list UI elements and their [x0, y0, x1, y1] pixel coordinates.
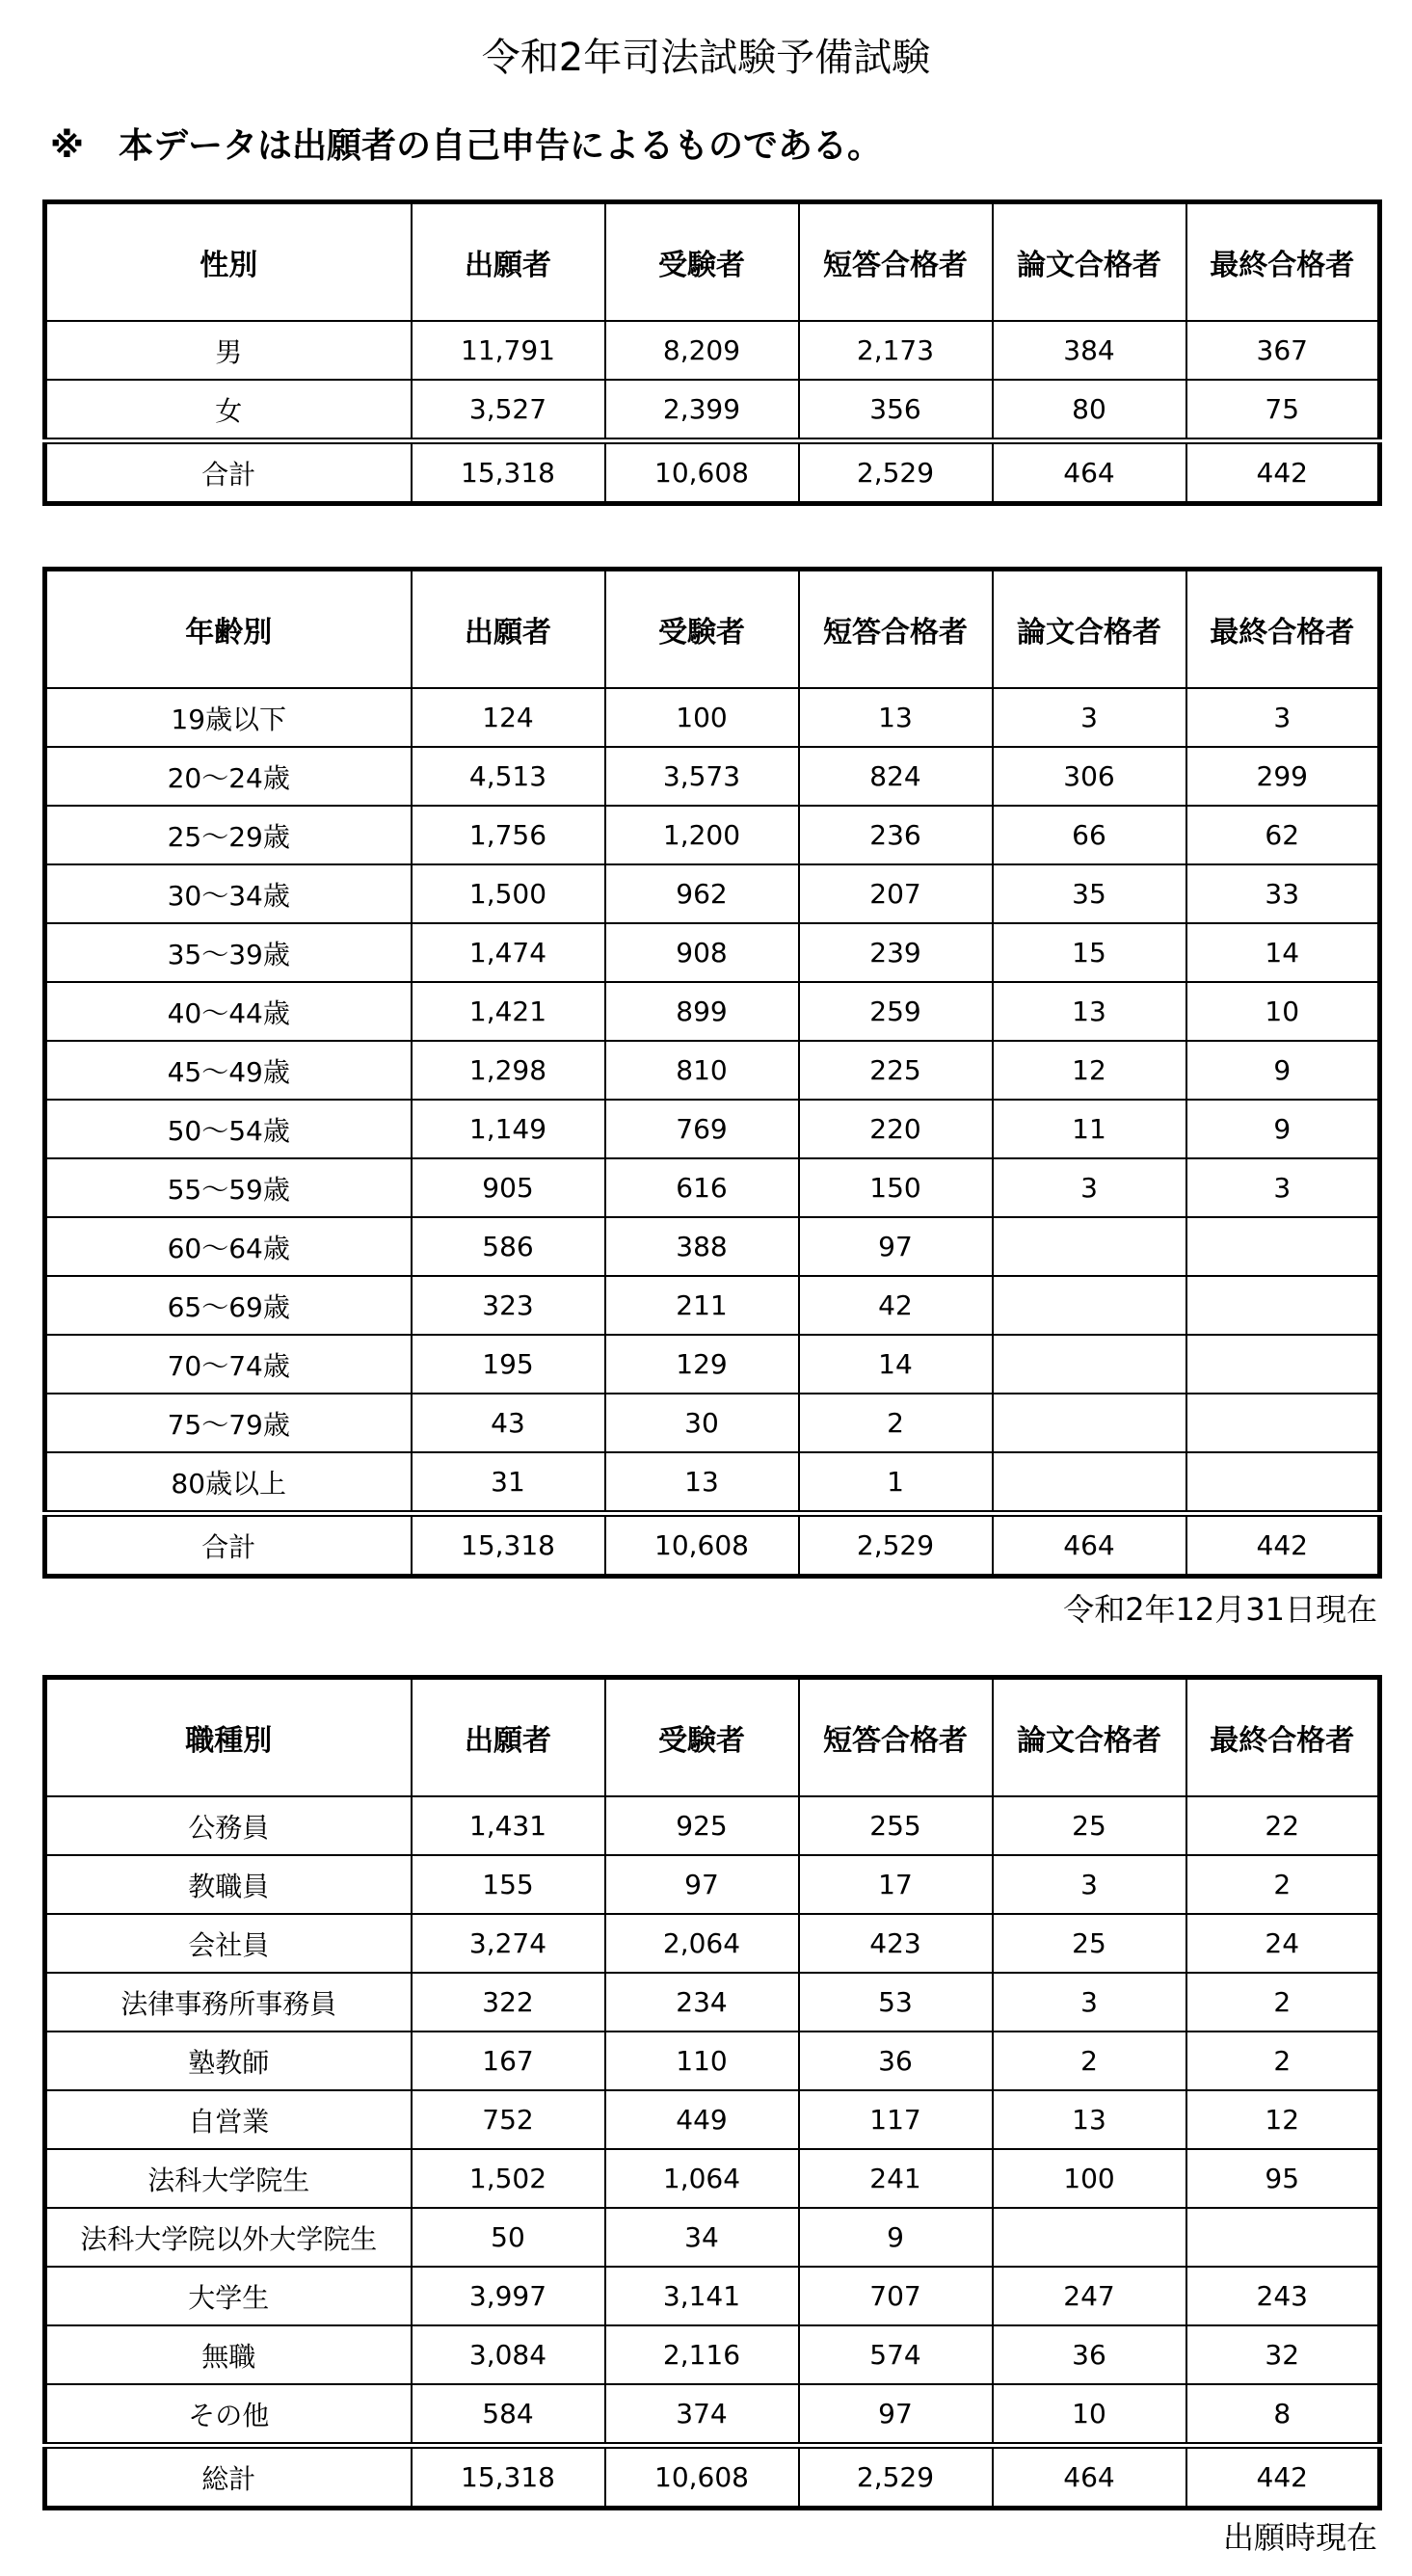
table-cell: 584 — [412, 2384, 605, 2446]
table-cell: 899 — [605, 982, 799, 1041]
table-cell: 31 — [412, 1452, 605, 1514]
table-cell: 1,502 — [412, 2149, 605, 2208]
column-header: 受験者 — [605, 202, 799, 322]
table-cell: 66 — [993, 806, 1186, 864]
table-cell: 11 — [993, 1100, 1186, 1158]
total-row — [45, 2446, 1380, 2509]
table-row — [45, 806, 1380, 864]
category-header: 職種別 — [45, 1678, 412, 1797]
table-cell: 3,573 — [605, 747, 799, 806]
table-cell: 1,474 — [412, 923, 605, 982]
row-label: 40～44歳 — [45, 982, 412, 1041]
column-header: 論文合格者 — [993, 1678, 1186, 1797]
table-cell: 13 — [799, 688, 993, 747]
table-cell — [1186, 1276, 1380, 1335]
table-cell: 1,500 — [412, 864, 605, 923]
column-header: 出願者 — [412, 202, 605, 322]
table-cell: 97 — [799, 2384, 993, 2446]
table-row — [45, 2032, 1380, 2090]
table-cell: 2 — [1186, 1973, 1380, 2032]
total-label: 合計 — [45, 441, 412, 504]
row-label: 塾教師 — [45, 2032, 412, 2090]
table-cell: 195 — [412, 1335, 605, 1394]
table-cell: 13 — [993, 2090, 1186, 2149]
table-cell: 42 — [799, 1276, 993, 1335]
table-row — [45, 747, 1380, 806]
table-cell: 9 — [1186, 1041, 1380, 1100]
table-cell — [1186, 2208, 1380, 2267]
table-cell: 117 — [799, 2090, 993, 2149]
table-cell: 13 — [993, 982, 1186, 1041]
row-label: 無職 — [45, 2325, 412, 2384]
total-cell: 464 — [993, 1514, 1186, 1577]
table-row — [45, 688, 1380, 747]
table-cell: 3 — [993, 688, 1186, 747]
row-label: 公務員 — [45, 1796, 412, 1855]
table-row — [45, 864, 1380, 923]
table-row — [45, 321, 1380, 380]
total-cell: 15,318 — [412, 2446, 605, 2509]
total-cell: 464 — [993, 2446, 1186, 2509]
table-row — [45, 1276, 1380, 1335]
occupation-table-footnote: 出願時現在 — [1222, 2519, 1377, 2556]
table-cell — [1186, 1217, 1380, 1276]
category-header: 性別 — [45, 202, 412, 322]
table-cell: 769 — [605, 1100, 799, 1158]
table-cell: 306 — [993, 747, 1186, 806]
table-cell: 3,274 — [412, 1914, 605, 1973]
header-row — [45, 570, 1380, 689]
page-title: 令和2年司法試験予備試験 — [481, 36, 931, 80]
table-cell: 2,064 — [605, 1914, 799, 1973]
table-cell: 3 — [1186, 688, 1380, 747]
table-cell: 3,141 — [605, 2267, 799, 2325]
row-label: 20～24歳 — [45, 747, 412, 806]
total-cell: 15,318 — [412, 1514, 605, 1577]
table-cell: 2,399 — [605, 380, 799, 441]
table-cell: 155 — [412, 1855, 605, 1914]
column-header: 最終合格者 — [1186, 1678, 1380, 1797]
total-cell: 2,529 — [799, 441, 993, 504]
table-cell: 752 — [412, 2090, 605, 2149]
category-header: 年齢別 — [45, 570, 412, 689]
row-label: 30～34歳 — [45, 864, 412, 923]
table-cell: 707 — [799, 2267, 993, 2325]
data-source-note: ※ 本データは出願者の自己申告によるものである。 — [50, 126, 882, 166]
total-cell: 10,608 — [605, 441, 799, 504]
table-cell: 100 — [993, 2149, 1186, 2208]
table-row — [45, 1217, 1380, 1276]
column-header: 受験者 — [605, 1678, 799, 1797]
table-cell: 299 — [1186, 747, 1380, 806]
table-cell: 1,064 — [605, 2149, 799, 2208]
table-row — [45, 1452, 1380, 1514]
table-row — [45, 1914, 1380, 1973]
table-row — [45, 982, 1380, 1041]
table-cell — [993, 1394, 1186, 1452]
table-cell: 824 — [799, 747, 993, 806]
table-cell: 3,997 — [412, 2267, 605, 2325]
row-label: 男 — [45, 321, 412, 380]
table-cell: 236 — [799, 806, 993, 864]
table-row — [45, 380, 1380, 441]
table-cell: 3 — [993, 1973, 1186, 2032]
table-cell: 374 — [605, 2384, 799, 2446]
table-cell: 616 — [605, 1158, 799, 1217]
table-cell: 53 — [799, 1973, 993, 2032]
table-cell: 24 — [1186, 1914, 1380, 1973]
table-cell: 207 — [799, 864, 993, 923]
table-cell: 11,791 — [412, 321, 605, 380]
table-cell: 367 — [1186, 321, 1380, 380]
table-cell: 97 — [605, 1855, 799, 1914]
table-cell: 14 — [799, 1335, 993, 1394]
row-label: 50～54歳 — [45, 1100, 412, 1158]
total-row — [45, 441, 1380, 504]
age-table — [42, 567, 1382, 1579]
row-label: 80歳以上 — [45, 1452, 412, 1514]
table-cell: 574 — [799, 2325, 993, 2384]
row-label: 35～39歳 — [45, 923, 412, 982]
row-label: 70～74歳 — [45, 1335, 412, 1394]
table-cell: 2 — [799, 1394, 993, 1452]
table-cell — [1186, 1394, 1380, 1452]
table-cell: 22 — [1186, 1796, 1380, 1855]
row-label: 大学生 — [45, 2267, 412, 2325]
table-cell: 1,431 — [412, 1796, 605, 1855]
column-header: 最終合格者 — [1186, 570, 1380, 689]
table-row — [45, 1855, 1380, 1914]
total-cell: 442 — [1186, 441, 1380, 504]
table-cell: 80 — [993, 380, 1186, 441]
table-row — [45, 2208, 1380, 2267]
row-label: 25～29歳 — [45, 806, 412, 864]
table-cell: 239 — [799, 923, 993, 982]
table-cell: 25 — [993, 1796, 1186, 1855]
table-cell: 2 — [1186, 1855, 1380, 1914]
column-header: 出願者 — [412, 1678, 605, 1797]
table-cell: 36 — [799, 2032, 993, 2090]
total-row — [45, 1514, 1380, 1577]
table-cell: 36 — [993, 2325, 1186, 2384]
total-cell: 10,608 — [605, 1514, 799, 1577]
occupation-table — [42, 1675, 1382, 2510]
column-header: 短答合格者 — [799, 1678, 993, 1797]
table-cell: 243 — [1186, 2267, 1380, 2325]
table-cell: 1,149 — [412, 1100, 605, 1158]
table-cell: 810 — [605, 1041, 799, 1100]
table-cell: 225 — [799, 1041, 993, 1100]
column-header: 最終合格者 — [1186, 202, 1380, 322]
table-cell — [993, 1276, 1186, 1335]
table-cell: 34 — [605, 2208, 799, 2267]
table-cell — [1186, 1335, 1380, 1394]
table-cell — [993, 2208, 1186, 2267]
table-cell: 1 — [799, 1452, 993, 1514]
column-header: 論文合格者 — [993, 570, 1186, 689]
table-cell: 30 — [605, 1394, 799, 1452]
row-label: 55～59歳 — [45, 1158, 412, 1217]
table-row — [45, 2090, 1380, 2149]
table-row — [45, 2325, 1380, 2384]
table-cell: 962 — [605, 864, 799, 923]
table-cell: 2,116 — [605, 2325, 799, 2384]
column-header: 受験者 — [605, 570, 799, 689]
table-cell: 1,298 — [412, 1041, 605, 1100]
table-cell: 15 — [993, 923, 1186, 982]
table-cell: 234 — [605, 1973, 799, 2032]
table-cell: 10 — [993, 2384, 1186, 2446]
table-row — [45, 1973, 1380, 2032]
header-row — [45, 202, 1380, 322]
table-cell: 50 — [412, 2208, 605, 2267]
row-label: 75～79歳 — [45, 1394, 412, 1452]
table-cell: 167 — [412, 2032, 605, 2090]
table-cell: 3,084 — [412, 2325, 605, 2384]
row-label: 法律事務所事務員 — [45, 1973, 412, 2032]
table-cell: 62 — [1186, 806, 1380, 864]
table-cell: 356 — [799, 380, 993, 441]
table-row — [45, 923, 1380, 982]
total-cell: 15,318 — [412, 441, 605, 504]
total-cell: 442 — [1186, 1514, 1380, 1577]
total-cell: 10,608 — [605, 2446, 799, 2509]
table-cell: 12 — [993, 1041, 1186, 1100]
table-cell: 3,527 — [412, 380, 605, 441]
table-cell: 2,173 — [799, 321, 993, 380]
table-cell: 43 — [412, 1394, 605, 1452]
table-cell: 8 — [1186, 2384, 1380, 2446]
column-header: 出願者 — [412, 570, 605, 689]
table-cell: 241 — [799, 2149, 993, 2208]
total-label: 合計 — [45, 1514, 412, 1577]
table-cell: 150 — [799, 1158, 993, 1217]
total-cell: 442 — [1186, 2446, 1380, 2509]
table-cell: 586 — [412, 1217, 605, 1276]
header-row — [45, 1678, 1380, 1797]
table-cell: 9 — [799, 2208, 993, 2267]
table-cell: 247 — [993, 2267, 1186, 2325]
table-cell: 2 — [993, 2032, 1186, 2090]
table-cell: 17 — [799, 1855, 993, 1914]
table-cell: 32 — [1186, 2325, 1380, 2384]
row-label: 会社員 — [45, 1914, 412, 1973]
gender-table — [42, 199, 1382, 506]
table-cell: 14 — [1186, 923, 1380, 982]
total-cell: 2,529 — [799, 2446, 993, 2509]
table-cell: 908 — [605, 923, 799, 982]
table-cell: 75 — [1186, 380, 1380, 441]
table-cell — [993, 1217, 1186, 1276]
table-row — [45, 2384, 1380, 2446]
column-header: 短答合格者 — [799, 202, 993, 322]
table-row — [45, 1394, 1380, 1452]
total-cell: 464 — [993, 441, 1186, 504]
table-cell: 124 — [412, 688, 605, 747]
row-label: 教職員 — [45, 1855, 412, 1914]
total-cell: 2,529 — [799, 1514, 993, 1577]
table-cell: 925 — [605, 1796, 799, 1855]
table-row — [45, 1041, 1380, 1100]
table-cell: 423 — [799, 1914, 993, 1973]
table-cell: 110 — [605, 2032, 799, 2090]
table-row — [45, 1335, 1380, 1394]
table-cell: 1,200 — [605, 806, 799, 864]
table-row — [45, 1796, 1380, 1855]
table-cell: 95 — [1186, 2149, 1380, 2208]
table-cell: 211 — [605, 1276, 799, 1335]
table-cell: 100 — [605, 688, 799, 747]
table-cell: 97 — [799, 1217, 993, 1276]
table-cell: 449 — [605, 2090, 799, 2149]
table-cell: 12 — [1186, 2090, 1380, 2149]
total-label: 総計 — [45, 2446, 412, 2509]
row-label: 19歳以下 — [45, 688, 412, 747]
table-cell: 9 — [1186, 1100, 1380, 1158]
table-cell: 25 — [993, 1914, 1186, 1973]
row-label: 65～69歳 — [45, 1276, 412, 1335]
table-cell: 3 — [993, 1855, 1186, 1914]
table-cell: 259 — [799, 982, 993, 1041]
row-label: 45～49歳 — [45, 1041, 412, 1100]
row-label: 自営業 — [45, 2090, 412, 2149]
table-cell: 323 — [412, 1276, 605, 1335]
column-header: 短答合格者 — [799, 570, 993, 689]
table-cell — [1186, 1452, 1380, 1514]
table-cell: 2 — [1186, 2032, 1380, 2090]
table-cell: 13 — [605, 1452, 799, 1514]
table-cell: 1,756 — [412, 806, 605, 864]
row-label: 60～64歳 — [45, 1217, 412, 1276]
table-cell: 8,209 — [605, 321, 799, 380]
table-cell: 3 — [993, 1158, 1186, 1217]
table-cell: 129 — [605, 1335, 799, 1394]
table-cell: 33 — [1186, 864, 1380, 923]
table-cell: 905 — [412, 1158, 605, 1217]
row-label: 法科大学院生 — [45, 2149, 412, 2208]
table-cell: 322 — [412, 1973, 605, 2032]
table-cell: 3 — [1186, 1158, 1380, 1217]
table-cell: 255 — [799, 1796, 993, 1855]
table-row — [45, 1158, 1380, 1217]
table-row — [45, 1100, 1380, 1158]
table-cell: 4,513 — [412, 747, 605, 806]
table-row — [45, 2267, 1380, 2325]
table-cell: 388 — [605, 1217, 799, 1276]
row-label: その他 — [45, 2384, 412, 2446]
table-cell: 10 — [1186, 982, 1380, 1041]
table-row — [45, 2149, 1380, 2208]
row-label: 女 — [45, 380, 412, 441]
table-cell: 384 — [993, 321, 1186, 380]
table-cell: 35 — [993, 864, 1186, 923]
table-cell: 1,421 — [412, 982, 605, 1041]
table-cell — [993, 1335, 1186, 1394]
age-table-footnote: 令和2年12月31日現在 — [1063, 1591, 1377, 1628]
row-label: 法科大学院以外大学院生 — [45, 2208, 412, 2267]
table-cell: 220 — [799, 1100, 993, 1158]
table-cell — [993, 1452, 1186, 1514]
column-header: 論文合格者 — [993, 202, 1186, 322]
